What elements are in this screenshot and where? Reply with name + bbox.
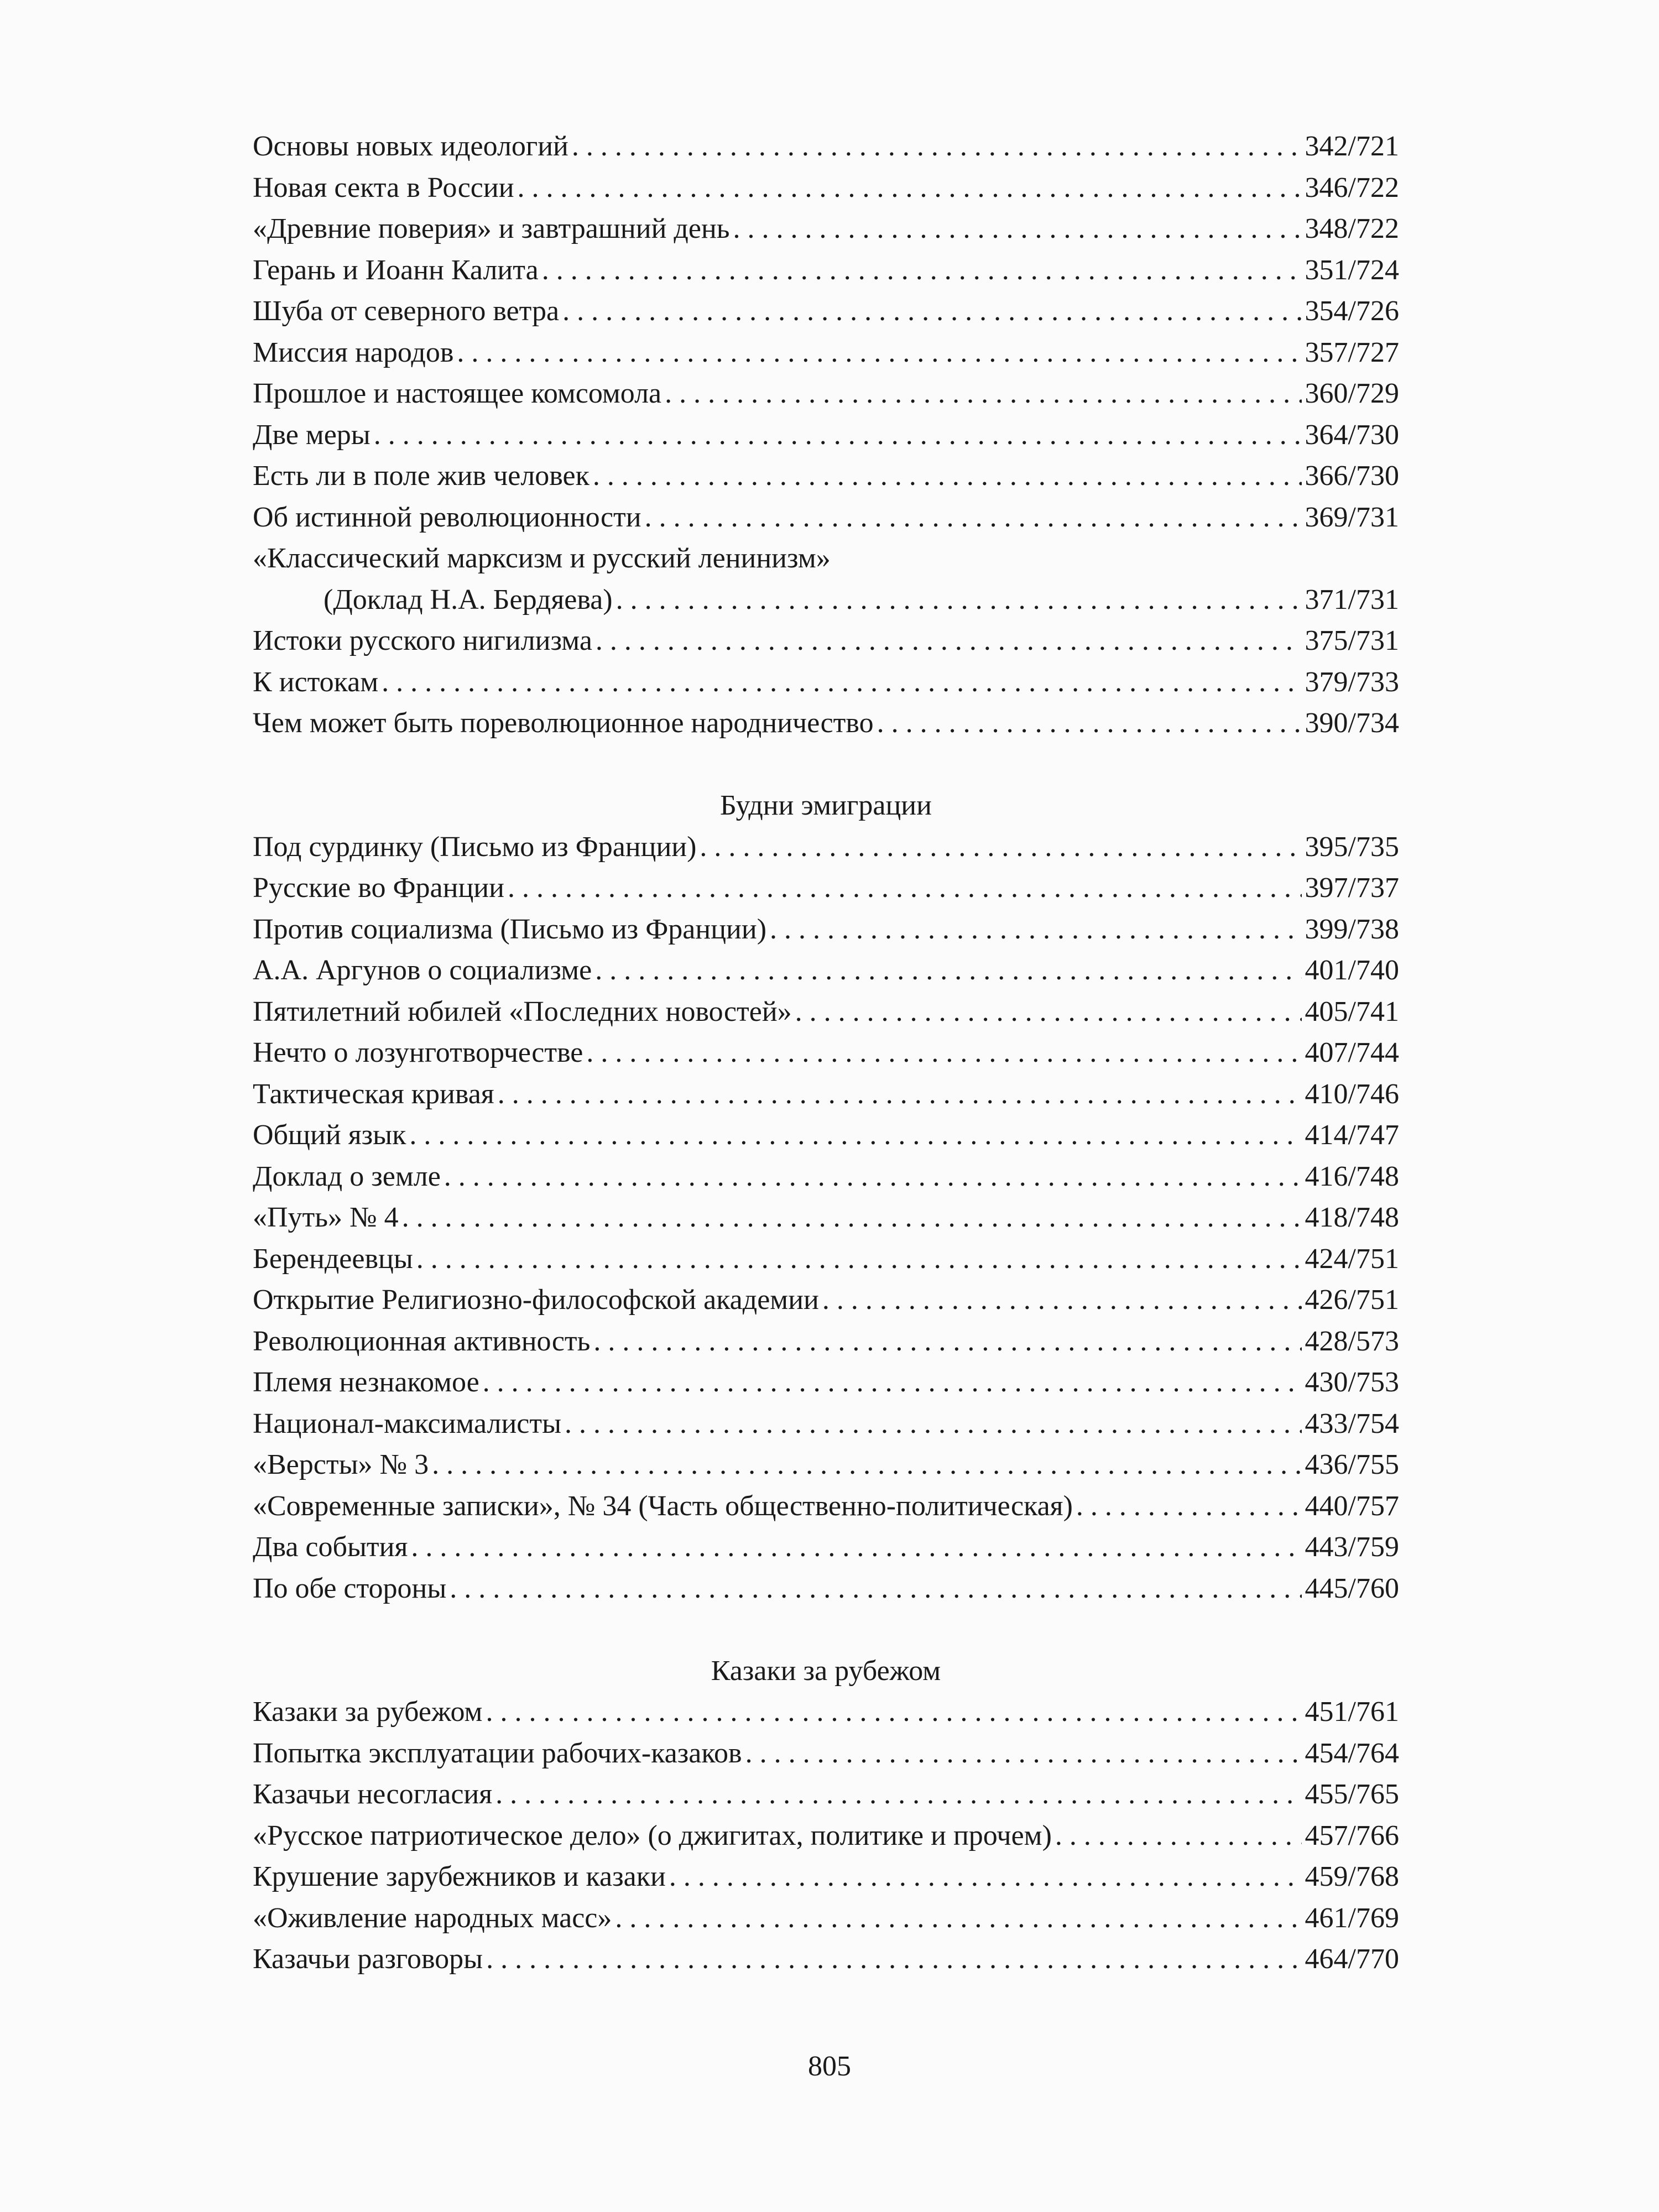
toc-entry (253, 1939, 1399, 1980)
toc-entry (253, 620, 1399, 662)
dot-leader (518, 168, 1302, 209)
dot-leader (733, 208, 1302, 250)
toc-entry-title: Есть ли в поле жив человек (253, 460, 589, 492)
toc-entry-page: 405/741 (1305, 995, 1399, 1027)
toc-entry-page: 379/733 (1305, 666, 1399, 698)
toc-entry-title: Национал-максималисты (253, 1407, 562, 1439)
toc-entry (253, 1362, 1399, 1404)
toc-entry-page: 418/748 (1305, 1202, 1399, 1233)
toc-entry-title: Тактическая кривая (253, 1078, 494, 1110)
toc-entry (253, 1774, 1399, 1815)
dot-leader (486, 1692, 1301, 1733)
toc-entry (253, 909, 1399, 951)
toc-entry-title: Миссия народов (253, 336, 454, 368)
toc-entry-title: Чем может быть пореволюционное народничество (253, 707, 874, 739)
dot-leader (665, 373, 1301, 415)
toc-entry-title: Доклад о земле (253, 1160, 441, 1192)
toc-entry-title: (Доклад Н.А. Бердяева) (324, 583, 613, 615)
toc-entry-page: 397/737 (1305, 872, 1399, 904)
toc-entry-page: 443/759 (1305, 1531, 1399, 1563)
toc-entry-title: Общий язык (253, 1119, 406, 1151)
dot-leader (593, 1321, 1301, 1363)
toc-entry-page: 375/731 (1305, 625, 1399, 656)
dot-leader (444, 1156, 1302, 1198)
toc-entry-title: «Версты» № 3 (253, 1449, 429, 1480)
toc-entry-title: «Оживление народных масс» (253, 1902, 612, 1934)
dot-leader (795, 992, 1302, 1033)
toc-entry-page: 364/730 (1305, 419, 1399, 451)
toc-entry-page: 454/764 (1305, 1737, 1399, 1769)
section-heading: Будни эмиграции (720, 790, 932, 821)
toc-entry (253, 1280, 1399, 1321)
dot-leader (616, 580, 1302, 621)
toc-entry (253, 1568, 1399, 1610)
toc-entry (253, 373, 1399, 415)
toc-entry-title: Основы новых идеологий (253, 131, 568, 162)
toc-entry-page: 455/765 (1305, 1778, 1399, 1810)
toc-entry-page: 416/748 (1305, 1160, 1399, 1192)
dot-leader (615, 1898, 1301, 1939)
dot-leader (1055, 1815, 1302, 1857)
toc-entry-page: 351/724 (1305, 254, 1399, 286)
toc-entry-title: Истоки русского нигилизма (253, 625, 592, 656)
dot-leader (596, 620, 1302, 662)
toc-entry-title: Племя незнакомое (253, 1366, 479, 1398)
toc-entry-page: 399/738 (1305, 913, 1399, 945)
toc-entry-page: 346/722 (1305, 171, 1399, 204)
toc-entry (253, 580, 1399, 621)
dot-leader (562, 291, 1301, 332)
dot-leader (593, 456, 1302, 497)
toc-entry-page: 360/729 (1305, 378, 1399, 409)
toc-entry (253, 1156, 1399, 1198)
toc-entry-title: Русские во Франции (253, 872, 504, 904)
toc-entry-title: Прошлое и настоящее комсомола (253, 378, 662, 409)
toc-entry (253, 1074, 1399, 1115)
toc-entry-title: Казачьи несогласия (253, 1778, 493, 1810)
toc-entry-page: 390/734 (1305, 707, 1399, 739)
dot-leader (498, 1074, 1302, 1115)
dot-leader (432, 1444, 1301, 1486)
toc-entry-title: «Древние поверия» и завтрашний день (253, 213, 730, 244)
dot-leader (409, 1115, 1301, 1156)
dot-leader (374, 415, 1302, 456)
toc-entry (253, 456, 1399, 497)
toc-entry-page: 401/740 (1305, 954, 1399, 986)
toc-entry-title: «Русское патриотическое дело» (о джигитах, политике и прочем) (253, 1819, 1052, 1851)
toc-entry (253, 827, 1399, 868)
toc-entry-page: 445/760 (1305, 1572, 1399, 1604)
section-heading: Казаки за рубежом (711, 1655, 941, 1687)
dot-leader (450, 1568, 1301, 1610)
toc-entry-title: Открытие Религиозно-философской академии (253, 1284, 819, 1316)
toc-entry-page: 436/755 (1305, 1449, 1399, 1480)
toc-entry (253, 1898, 1399, 1939)
toc-entry (253, 126, 1399, 168)
dot-leader (411, 1527, 1301, 1568)
toc-entry (253, 291, 1399, 332)
toc-entry-page: 464/770 (1305, 1943, 1399, 1975)
toc-entry-line1 (253, 538, 1399, 580)
dot-leader (770, 909, 1302, 951)
section-gap (253, 744, 1399, 786)
toc-entry (253, 1527, 1399, 1568)
toc-entry (253, 208, 1399, 250)
toc-entry (253, 1486, 1399, 1527)
toc-entry (253, 332, 1399, 374)
toc-entry (253, 168, 1399, 209)
toc-entry-title: Казаки за рубежом (253, 1696, 483, 1728)
dot-leader (483, 1362, 1302, 1404)
dot-leader (745, 1733, 1302, 1775)
toc-entry-title: Новая секта в России (253, 171, 514, 204)
toc-entry-page: 424/751 (1305, 1243, 1399, 1275)
dot-leader (572, 126, 1302, 168)
toc-entry (253, 1115, 1399, 1156)
toc-entry-page: 459/768 (1305, 1861, 1399, 1892)
toc-entry-page: 369/731 (1305, 501, 1399, 533)
toc-entry-title: «Классический марксизм и русский ленинизм» (253, 542, 831, 574)
toc-entry-title: А.А. Аргунов о социализме (253, 954, 592, 986)
toc-entry-title: Берендеевцы (253, 1243, 413, 1275)
page-number: 805 (808, 2051, 851, 2082)
toc-entry-page: 414/747 (1305, 1119, 1399, 1151)
dot-leader (486, 1939, 1301, 1980)
toc-entry-page: 366/730 (1305, 460, 1399, 492)
toc-entry-title: Против социализма (Письмо из Франции) (253, 913, 767, 945)
toc-entry-title: Крушение зарубежников и казаки (253, 1861, 666, 1892)
dot-leader (822, 1280, 1302, 1321)
toc-entry (253, 868, 1399, 909)
toc-entry-page: 433/754 (1305, 1407, 1399, 1439)
dot-leader (416, 1239, 1302, 1280)
dot-leader (457, 332, 1301, 374)
dot-leader (645, 497, 1302, 539)
toc-entry (253, 1239, 1399, 1280)
dot-leader (595, 950, 1301, 992)
toc-entry-page: 348/722 (1305, 213, 1399, 244)
toc-entry-page: 430/753 (1305, 1366, 1399, 1398)
toc-entry (253, 703, 1399, 744)
toc-entry-title: Попытка эксплуатации рабочих-казаков (253, 1737, 742, 1769)
dot-leader (382, 662, 1301, 703)
toc-entry (253, 415, 1399, 456)
toc-entry (253, 950, 1399, 992)
toc-entry-page: 451/761 (1305, 1696, 1399, 1728)
toc-entry (253, 1692, 1399, 1733)
toc-entry-title: Нечто о лозунготворчестве (253, 1037, 583, 1068)
toc-entry-title: Шуба от северного ветра (253, 295, 560, 327)
toc-entry-page: 354/726 (1305, 295, 1399, 327)
dot-leader (402, 1197, 1302, 1239)
toc-entry (253, 1197, 1399, 1239)
toc-entry (253, 992, 1399, 1033)
toc-entry (253, 1815, 1399, 1857)
toc-entry (253, 250, 1399, 291)
toc-entry (253, 662, 1399, 703)
dot-leader (700, 827, 1301, 868)
toc-entry (253, 497, 1399, 539)
toc-entry-page: 440/757 (1305, 1490, 1399, 1522)
toc-entry-title: Под сурдинку (Письмо из Франции) (253, 831, 697, 863)
toc-entry-title: Две меры (253, 419, 371, 451)
dot-leader (542, 250, 1302, 291)
toc-entry (253, 1032, 1399, 1074)
toc-entry-title: «Современные записки», № 34 (Часть общественно-политическая) (253, 1490, 1073, 1522)
section-gap (253, 1609, 1399, 1651)
toc-entry-page: 407/744 (1305, 1037, 1399, 1068)
toc-entry-title: Казачьи разговоры (253, 1943, 483, 1975)
toc-entry-title: К истокам (253, 666, 379, 698)
toc-entry-page: 357/727 (1305, 336, 1399, 368)
toc-entry-title: Об истинной революционности (253, 501, 641, 533)
toc-entry-title: Пятилетний юбилей «Последних новостей» (253, 995, 792, 1027)
dot-leader (1076, 1486, 1302, 1527)
toc-entry (253, 1404, 1399, 1445)
toc-entry-page: 395/735 (1305, 831, 1399, 863)
toc-entry-page: 428/573 (1305, 1325, 1399, 1357)
toc-entry (253, 1856, 1399, 1898)
toc-entry-page: 457/766 (1305, 1819, 1399, 1851)
dot-leader (586, 1032, 1301, 1074)
toc-entry (253, 1321, 1399, 1363)
toc-entry-title: Два события (253, 1531, 408, 1563)
toc-entry-title: По обе стороны (253, 1572, 447, 1604)
dot-leader (495, 1774, 1301, 1815)
table-of-contents (253, 126, 1399, 1980)
dot-leader (508, 868, 1302, 909)
toc-entry-title: «Путь» № 4 (253, 1202, 399, 1233)
toc-entry-page: 371/731 (1305, 583, 1399, 615)
dot-leader (669, 1856, 1302, 1898)
toc-entry-page: 410/746 (1305, 1078, 1399, 1110)
toc-entry-page: 426/751 (1305, 1284, 1399, 1316)
toc-entry-title: Герань и Иоанн Калита (253, 254, 539, 286)
toc-entry (253, 1444, 1399, 1486)
toc-entry-title: Революционная активность (253, 1325, 591, 1357)
dot-leader (565, 1404, 1302, 1445)
toc-entry-page: 342/721 (1305, 131, 1399, 162)
toc-entry (253, 1733, 1399, 1775)
toc-entry-page: 461/769 (1305, 1902, 1399, 1934)
dot-leader (877, 703, 1302, 744)
